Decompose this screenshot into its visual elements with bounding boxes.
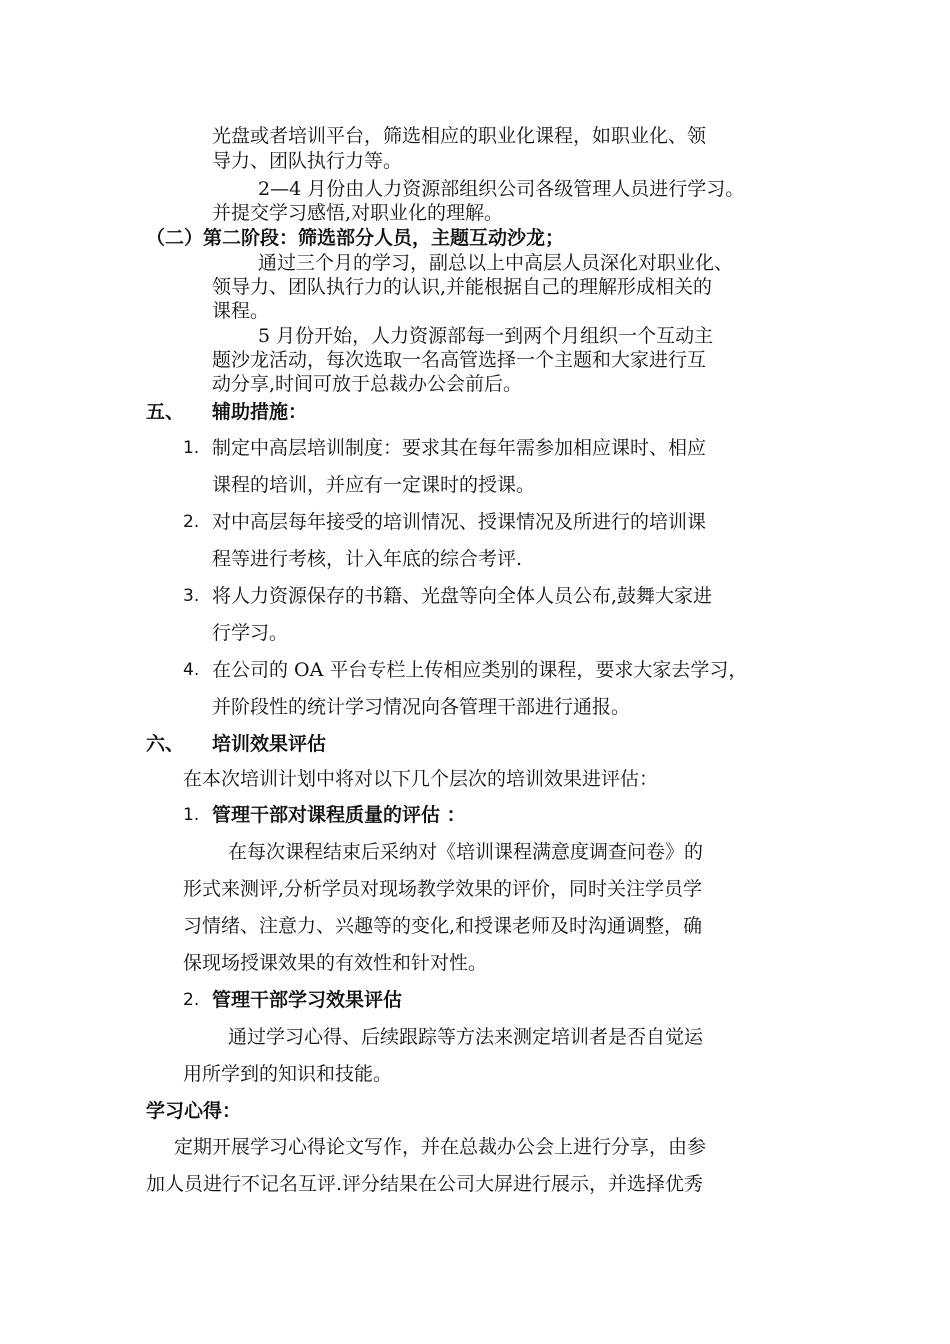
list-item-line: 程等进行考核，计入年底的综合考评. [212,548,523,570]
paragraph-line: 课程。 [212,300,270,322]
sub-heading: 管理干部学习效果评估 [212,989,403,1011]
sub-number: 1. [183,805,200,825]
paragraph-line: 2—4 月份由人力资源部组织公司各级管理人员进行学习。 [258,178,745,200]
section6-intro: 在本次培训计划中将对以下几个层次的培训效果进评估： [183,768,659,790]
list-item-line: 对中高层每年接受的培训情况、授课情况及所进行的培训课 [212,511,707,533]
paragraph-line: 加人员进行不记名互评.评分结果在公司大屏进行展示，并选择优秀 [146,1173,704,1195]
section6-title: 培训效果评估 [212,733,327,755]
list-item-line: 将人力资源保存的书籍、光盘等向全体人员公布,鼓舞大家进 [212,585,713,607]
sub-number: 2. [183,990,200,1010]
paragraph-line: 光盘或者培训平台，筛选相应的职业化课程，如职业化、领 [212,125,707,147]
list-item-line: 行学习。 [212,622,289,644]
paragraph-line: 题沙龙活动，每次选取一名高管选择一个主题和大家进行互 [212,349,707,371]
paragraph-line: 导力、团队执行力等。 [212,150,403,172]
paragraph-line: 习情绪、注意力、兴趣等的变化,和授课老师及时沟通调整，确 [183,915,703,937]
list-item-line: 制定中高层培训制度：要求其在每年需参加相应课时、相应 [212,437,707,459]
list-item-line: 课程的培训，并应有一定课时的授课。 [212,474,536,496]
list-item-line: 并阶段性的统计学习情况向各管理干部进行通报。 [212,696,631,718]
paragraph-line: 5 月份开始，人力资源部每一到两个月组织一个互动主 [258,325,714,347]
paragraph-line: 形式来测评,分析学员对现场教学效果的评价，同时关注学员学 [183,878,703,900]
paragraph-line: 保现场授课效果的有效性和针对性。 [183,952,488,974]
paragraph-line: 领导力、团队执行力的认识,并能根据自己的理解形成相关的 [212,276,713,298]
list-number: 3. [183,586,200,606]
paragraph-line: 用所学到的知识和技能。 [183,1063,393,1085]
paragraph-line: 通过三个月的学习，副总以上中高层人员深化对职业化、 [258,252,734,274]
list-number: 4. [183,660,200,680]
phase2-heading: （二）第二阶段：筛选部分人员，主题互动沙龙； [146,227,565,249]
list-item-line: 在公司的 OA 平台专栏上传相应类别的课程，要求大家去学习， [212,659,748,681]
list-number: 2. [183,512,200,532]
sub-heading: 管理干部对课程质量的评估 ： [212,804,466,826]
list-number: 1. [183,438,200,458]
section6-number: 六、 [146,733,185,755]
paragraph-line: 通过学习心得、后续跟踪等方法来测定培训者是否自觉运 [228,1026,704,1048]
paragraph-line: 在每次课程结束后采纳对《培训课程满意度调查问卷》的 [228,841,704,863]
section5-number: 五、 [146,401,185,423]
paragraph-line: 定期开展学习心得论文写作，并在总裁办公会上进行分享，由参 [174,1136,707,1158]
learning-heading: 学习心得： [146,1100,242,1122]
paragraph-line: 动分享,时间可放于总裁办公会前后。 [212,373,523,395]
paragraph-line: 并提交学习感悟,对职业化的理解。 [212,202,504,224]
section5-title: 辅助措施： [212,401,308,423]
